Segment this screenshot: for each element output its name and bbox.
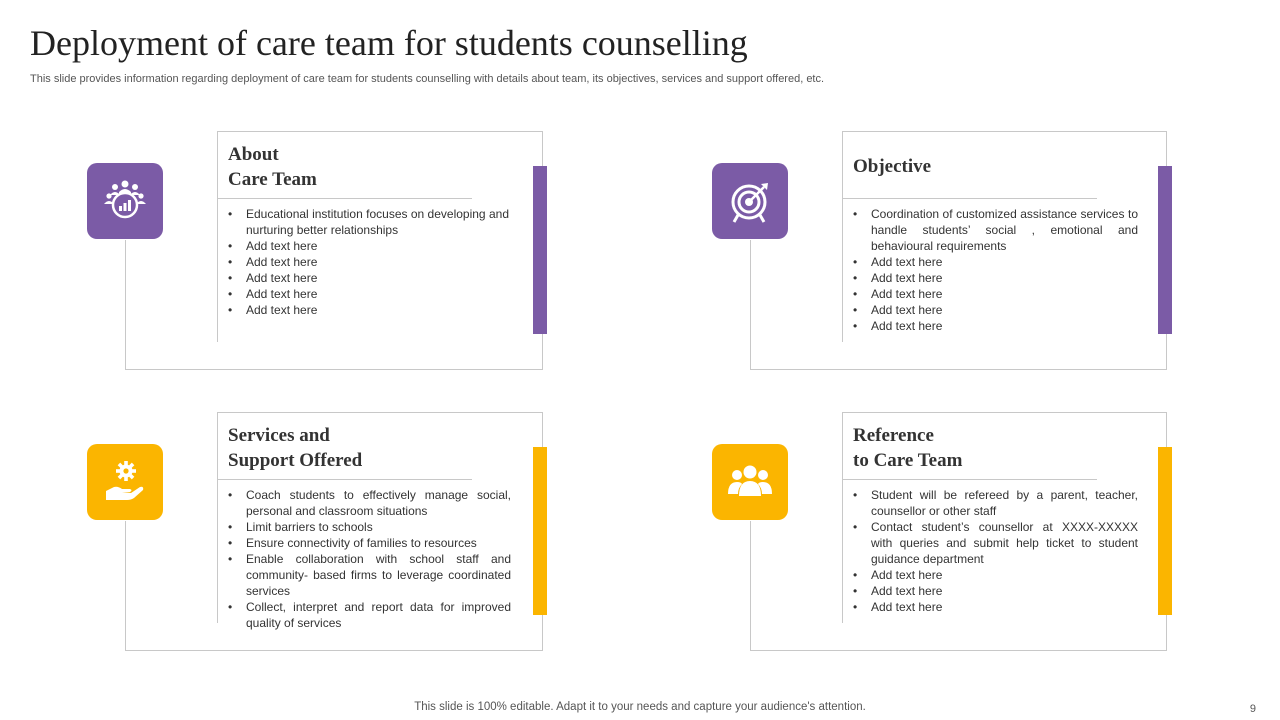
services-connector — [125, 521, 126, 651]
hand-gear-icon — [102, 459, 148, 505]
card-heading: Objective — [853, 156, 932, 177]
about-icon-box — [87, 163, 163, 239]
list-item: • Add text here — [227, 270, 509, 286]
card-about — [217, 131, 543, 342]
about-connector — [125, 240, 126, 370]
services-icon-box — [87, 444, 163, 520]
bullet-list — [852, 487, 1138, 615]
list-item: • Add text here — [852, 286, 1138, 302]
heading-divider — [843, 479, 1097, 480]
bullet-list — [227, 206, 509, 318]
reference-connector — [750, 521, 751, 651]
list-item: • Coach students to effectively manage social, personal and classroom situations — [227, 487, 511, 519]
list-item: • Ensure connectivity of families to resources — [227, 535, 511, 551]
list-item: • Student will be refereed by a parent, teacher, counsellor or other staff — [852, 487, 1138, 519]
heading-divider — [843, 198, 1097, 199]
page-number: 9 — [1249, 703, 1256, 715]
card-objective — [842, 131, 1167, 342]
target-icon — [728, 179, 772, 223]
list-item: • Add text here — [852, 567, 1138, 583]
list-item: • Add text here — [227, 302, 509, 318]
bullet-list — [852, 206, 1138, 334]
list-item: • Add text here — [852, 318, 1138, 334]
list-item: • Add text here — [852, 583, 1138, 599]
card-heading: About Care Team — [228, 144, 317, 190]
list-item: • Coordination of customized assistance services to handle students’ social , emotional and behavioural requirements — [852, 206, 1138, 254]
objective-connector — [750, 240, 751, 370]
page-title: Deployment of care team for students counselling — [30, 23, 748, 63]
card-reference — [842, 412, 1167, 623]
list-item: • Add text here — [852, 302, 1138, 318]
list-item: • Add text here — [852, 254, 1138, 270]
heading-divider — [218, 479, 472, 480]
list-item: • Contact student’s counsellor at XXXX-XXXXX with queries and submit help ticket to student guidance department — [852, 519, 1138, 567]
accent-bar — [533, 166, 547, 334]
list-item: • Add text here — [852, 599, 1138, 615]
accent-bar — [1158, 166, 1172, 334]
objective-icon-box — [712, 163, 788, 239]
team-analytics-icon — [102, 178, 148, 224]
list-item: • Add text here — [227, 286, 509, 302]
footer-note: This slide is 100% editable. Adapt it to your needs and capture your audience's attention. — [414, 701, 866, 713]
accent-bar — [1158, 447, 1172, 615]
accent-bar — [533, 447, 547, 615]
card-heading: Services and Support Offered — [228, 425, 363, 471]
list-item: • Educational institution focuses on developing and nurturing better relationships — [227, 206, 509, 238]
reference-icon-box — [712, 444, 788, 520]
list-item: • Add text here — [227, 254, 509, 270]
list-item: • Add text here — [227, 238, 509, 254]
card-heading: Reference to Care Team — [853, 425, 963, 471]
heading-divider — [218, 198, 472, 199]
people-group-icon — [727, 462, 773, 502]
list-item: • Collect, interpret and report data for improved quality of services — [227, 599, 511, 631]
page-subtitle: This slide provides information regarding deployment of care team for students counselling with details about team, its objectives, services and support offered, etc. — [30, 73, 825, 85]
list-item: • Add text here — [852, 270, 1138, 286]
list-item: • Enable collaboration with school staff and community- based firms to leverage coordinated services — [227, 551, 511, 599]
bullet-list — [227, 487, 511, 631]
card-services — [217, 412, 543, 630]
list-item: • Limit barriers to schools — [227, 519, 511, 535]
